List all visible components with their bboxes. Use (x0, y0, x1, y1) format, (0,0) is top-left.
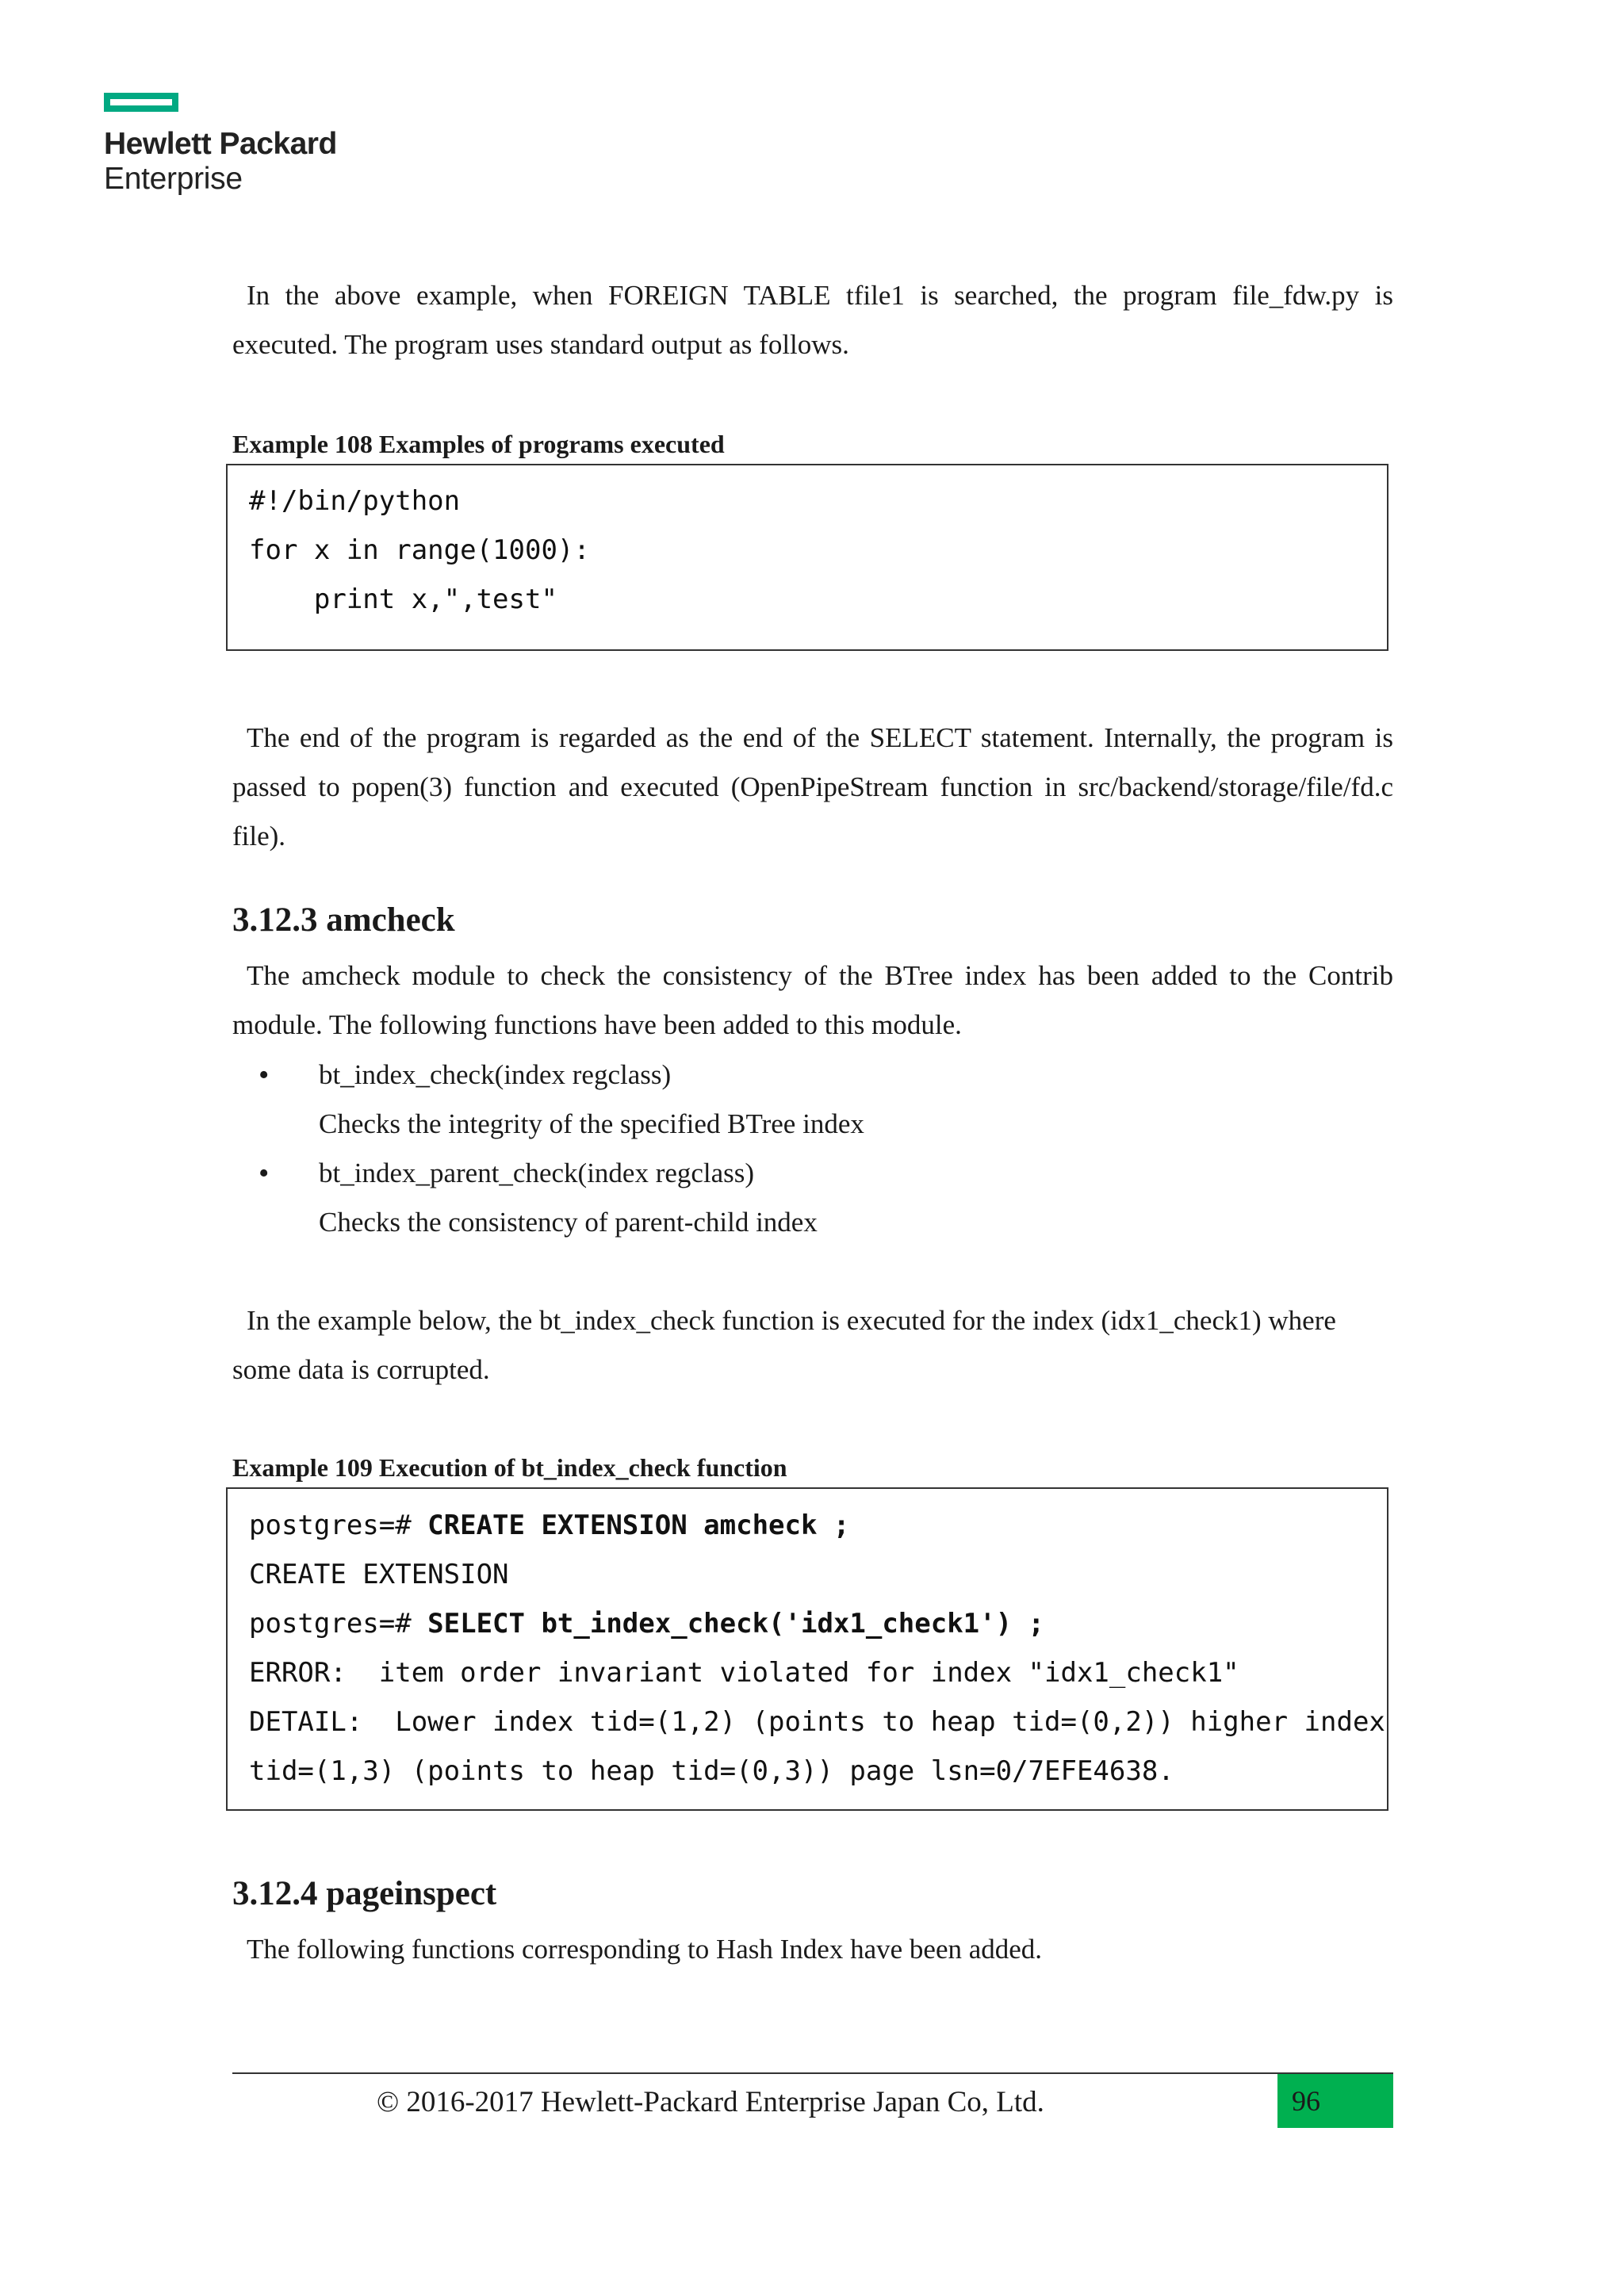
logo-text-hewlett-packard: Hewlett Packard (104, 127, 337, 161)
function-description: Checks the consistency of parent-child index (319, 1207, 818, 1238)
code-line: for x in range(1000): (249, 534, 590, 566)
page-number-badge (1277, 2074, 1393, 2128)
code-line: tid=(1,3) (points to heap tid=(0,3)) page lsn=0/7EFE4638. (249, 1755, 1174, 1787)
example-108-caption: Example 108 Examples of programs executed (232, 430, 725, 458)
function-name: bt_index_parent_check(index regclass) (319, 1158, 755, 1188)
code-line: CREATE EXTENSION (249, 1559, 509, 1590)
example-intro-paragraph: In the example below, the bt_index_check function is executed for the index (idx1_check1) where some data is corrupted. (232, 1305, 1336, 1385)
example-108-code-block (226, 464, 1388, 651)
example-109-caption: Example 109 Execution of bt_index_check function (232, 1453, 787, 1482)
intro-paragraph: In the above example, when FOREIGN TABLE tfile1 is searched, the program file_fdw.py is executed. The program uses standard output as follows. (232, 280, 1393, 360)
code-line (249, 1510, 849, 1541)
function-name: bt_index_check(index regclass) (319, 1059, 672, 1090)
sql-command: CREATE EXTENSION amcheck ; (427, 1510, 850, 1541)
amcheck-intro-paragraph: The amcheck module to check the consistency of the BTree index has been added to the Contrib module. The following functions have been added to this module. (232, 960, 1393, 1040)
logo-text-enterprise: Enterprise (104, 162, 243, 196)
hpe-logo-mark (104, 93, 178, 112)
program-end-paragraph: The end of the program is regarded as the end of the SELECT statement. Internally, the program is passed to popen(3) function and executed (OpenPipeStream function in src/backend/storage/file/fd.c file). (232, 722, 1393, 851)
pageinspect-intro-paragraph: The following functions corresponding to Hash Index have been added. (247, 1934, 1043, 1965)
function-description: Checks the integrity of the specified BTree index (319, 1108, 864, 1139)
footer-copyright: © 2016-2017 Hewlett-Packard Enterprise Japan Co, Ltd. (377, 2086, 1044, 2118)
page-number: 96 (1292, 2085, 1320, 2117)
code-line: #!/bin/python (249, 485, 461, 517)
psql-prompt: postgres=# (249, 1510, 428, 1541)
section-heading-amcheck: 3.12.3 amcheck (232, 901, 455, 939)
bullet-icon: • (259, 1157, 270, 1190)
example-109-code-block (226, 1487, 1388, 1811)
sql-command: SELECT bt_index_check('idx1_check1') ; (427, 1608, 1045, 1640)
code-line: DETAIL: Lower index tid=(1,2) (points to heap tid=(0,2)) higher index (249, 1706, 1385, 1738)
code-line: ERROR: item order invariant violated for index "idx1_check1" (249, 1657, 1239, 1689)
code-line (249, 1608, 1044, 1640)
bullet-icon: • (259, 1058, 270, 1092)
psql-prompt: postgres=# (249, 1608, 428, 1640)
footer-divider (232, 2072, 1393, 2074)
section-heading-pageinspect: 3.12.4 pageinspect (232, 1875, 497, 1912)
code-line: print x,",test" (249, 584, 557, 615)
